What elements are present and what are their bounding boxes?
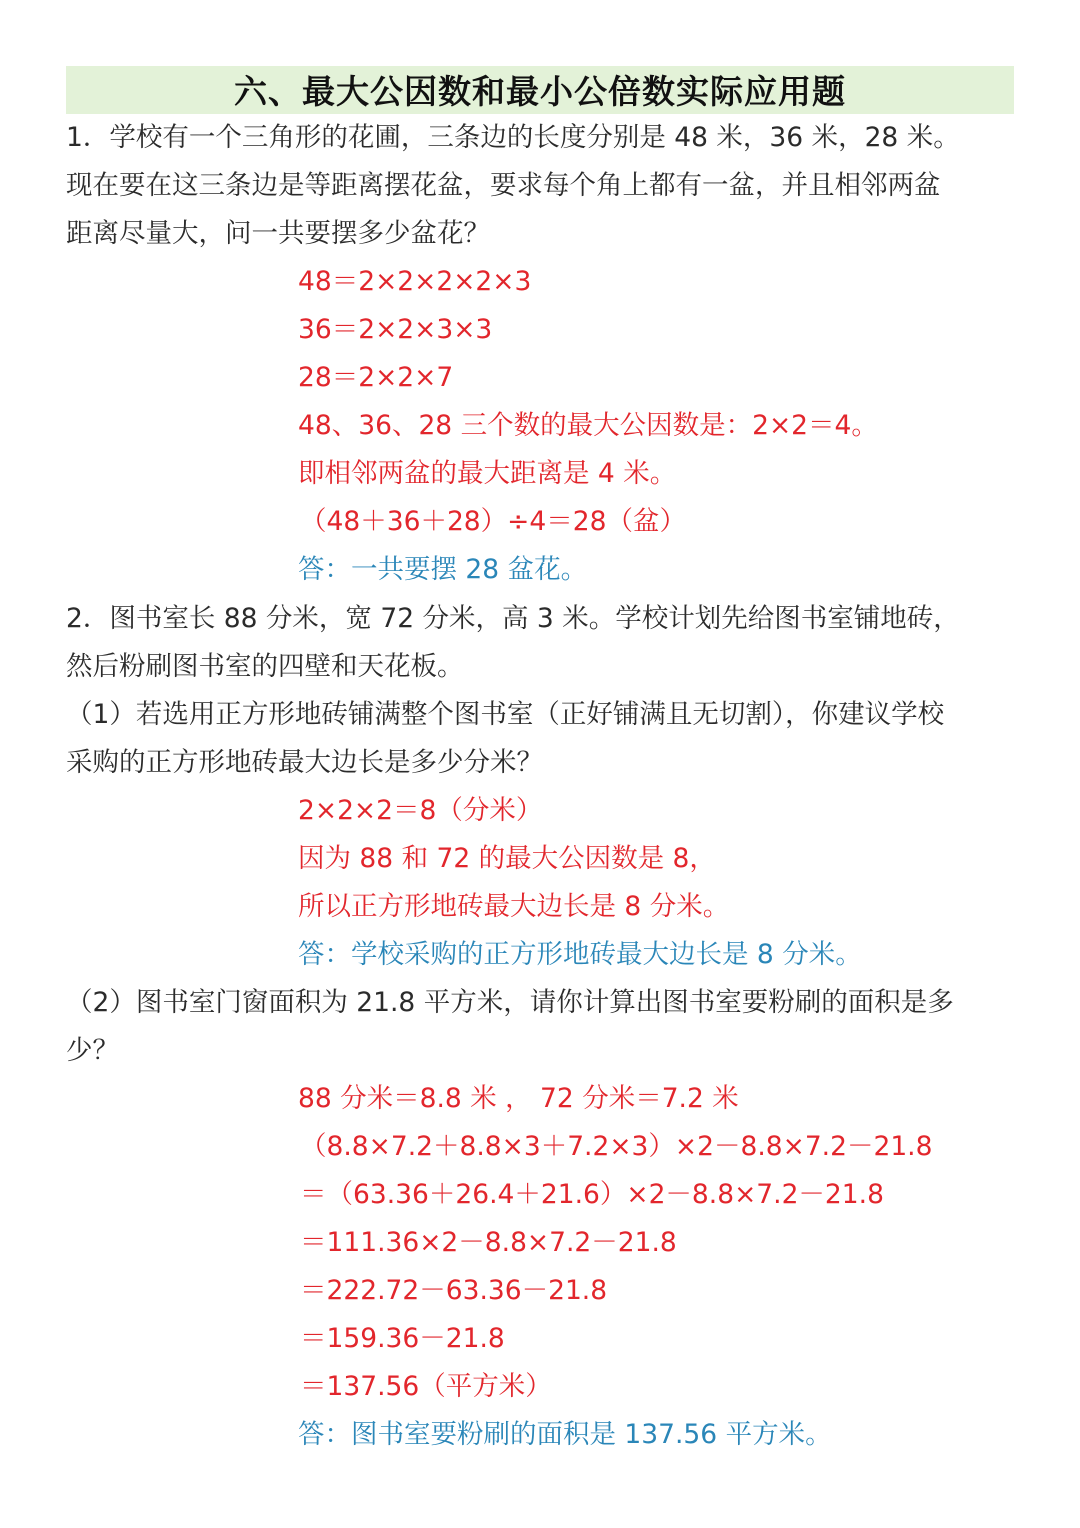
solution-1-line-6: （48＋36＋28）÷4＝28（盆） (300, 506, 686, 537)
problem-2-part-2-line-1: （2）图书室门窗面积为 21.8 平方米，请你计算出图书室要粉刷的面积是多 (66, 987, 954, 1018)
problem-2-line-2: 然后粉刷图书室的四壁和天花板。 (66, 651, 464, 682)
problem-1-line-2: 现在要在这三条边是等距离摆花盆，要求每个角上都有一盆，并且相邻两盆 (66, 170, 941, 201)
problem-1-line-1: 1．学校有一个三角形的花圃，三条边的长度分别是 48 米，36 米，28 米。 (66, 122, 960, 153)
problem-2-part-1-line-1: （1）若选用正方形地砖铺满整个图书室（正好铺满且无切割），你建议学校 (66, 699, 945, 730)
answer-2-2: 答：图书室要粉刷的面积是 137.56 平方米。 (298, 1419, 832, 1450)
answer-2-1: 答：学校采购的正方形地砖最大边长是 8 分米。 (298, 939, 862, 970)
problem-2-line-1: 2．图书室长 88 分米，宽 72 分米，高 3 米。学校计划先给图书室铺地砖， (66, 603, 960, 634)
solution-2-2-line-3: ＝（63.36＋26.4＋21.6）×2－8.8×7.2－21.8 (300, 1179, 884, 1210)
solution-2-1-line-2: 因为 88 和 72 的最大公因数是 8， (298, 843, 716, 874)
solution-1-line-5: 即相邻两盆的最大距离是 4 米。 (298, 458, 677, 489)
problem-2-part-1-line-2: 采购的正方形地砖最大边长是多少分米？ (66, 747, 543, 778)
solution-2-2-line-2: （8.8×7.2＋8.8×3＋7.2×3）×2－8.8×7.2－21.8 (300, 1131, 933, 1162)
solution-2-1-line-3: 所以正方形地砖最大边长是 8 分米。 (298, 891, 730, 922)
page-title: 六、最大公因数和最小公倍数实际应用题 (234, 72, 846, 111)
problem-2-part-2-line-2: 少？ (66, 1035, 119, 1066)
solution-1-line-3: 28＝2×2×7 (298, 362, 454, 393)
solution-2-2-line-6: ＝159.36－21.8 (300, 1323, 505, 1354)
solution-1-line-1: 48＝2×2×2×2×3 (298, 266, 532, 297)
solution-2-2-line-4: ＝111.36×2－8.8×7.2－21.8 (300, 1227, 677, 1258)
solution-2-2-line-5: ＝222.72－63.36－21.8 (300, 1275, 608, 1306)
solution-1-line-4: 48、36、28 三个数的最大公因数是：2×2＝4。 (298, 410, 878, 441)
solution-2-2-line-1: 88 分米＝8.8 米 ， 72 分米＝7.2 米 (298, 1083, 739, 1114)
answer-1: 答：一共要摆 28 盆花。 (298, 554, 588, 585)
solution-1-line-2: 36＝2×2×3×3 (298, 314, 493, 345)
solution-2-1-line-1: 2×2×2＝8（分米） (298, 795, 543, 826)
solution-2-2-line-7: ＝137.56（平方米） (300, 1371, 552, 1402)
problem-1-line-3: 距离尽量大，问一共要摆多少盆花？ (66, 218, 490, 249)
